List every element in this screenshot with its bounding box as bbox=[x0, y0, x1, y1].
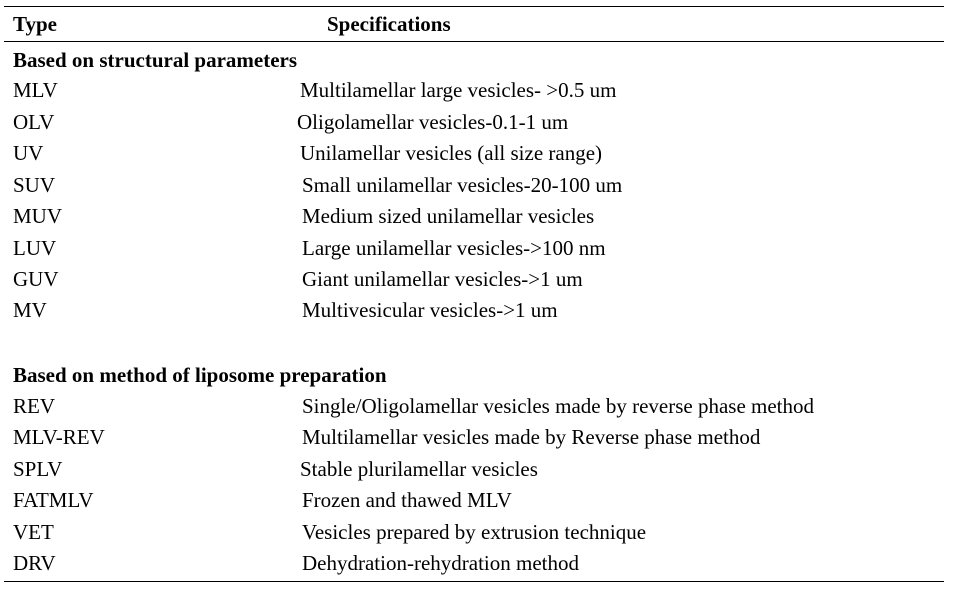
table-row-spec: Large unilamellar vesicles->100 nm bbox=[302, 236, 606, 260]
table-row-type: REV bbox=[13, 394, 55, 418]
table-row-type: SPLV bbox=[13, 457, 63, 481]
table-row-spec: Multivesicular vesicles->1 um bbox=[302, 298, 558, 322]
table-row-spec: Oligolamellar vesicles-0.1-1 um bbox=[297, 110, 569, 134]
table-row-type: MLV bbox=[13, 78, 58, 102]
table-row-type: SUV bbox=[13, 173, 56, 197]
table-row-spec: Stable plurilamellar vesicles bbox=[300, 457, 538, 481]
column-header-specifications: Specifications bbox=[327, 12, 451, 36]
table-row-type: UV bbox=[13, 141, 44, 165]
liposome-classification-table bbox=[4, 0, 946, 594]
table-row-spec: Frozen and thawed MLV bbox=[302, 488, 512, 512]
table-row-type: FATMLV bbox=[13, 488, 94, 512]
table-row-type: GUV bbox=[13, 267, 59, 291]
table-row-type: MLV-REV bbox=[13, 425, 105, 449]
table-bottom-rule bbox=[4, 581, 944, 582]
column-header-type: Type bbox=[13, 12, 57, 36]
table-row-spec: Unilamellar vesicles (all size range) bbox=[300, 141, 603, 165]
table-row-type: MV bbox=[13, 298, 47, 322]
table-row-spec: Dehydration-rehydration method bbox=[302, 551, 579, 575]
table-row-type: VET bbox=[13, 520, 54, 544]
table-row-type: LUV bbox=[13, 236, 57, 260]
table-row-type: MUV bbox=[13, 204, 63, 228]
table-row-spec: Multilamellar large vesicles- >0.5 um bbox=[300, 78, 617, 102]
table-row-spec: Giant unilamellar vesicles->1 um bbox=[302, 267, 583, 291]
table-row-type: OLV bbox=[13, 110, 55, 134]
table-row-spec: Vesicles prepared by extrusion technique bbox=[302, 520, 647, 544]
header-divider-rule bbox=[4, 41, 944, 42]
section-title-structural: Based on structural parameters bbox=[13, 48, 298, 72]
table-row-spec: Medium sized unilamellar vesicles bbox=[302, 204, 595, 228]
table-row-spec: Single/Oligolamellar vesicles made by reverse phase method bbox=[302, 394, 815, 418]
table-row-spec: Multilamellar vesicles made by Reverse phase method bbox=[302, 425, 761, 449]
table-top-rule bbox=[4, 6, 944, 7]
table-row-type: DRV bbox=[13, 551, 56, 575]
table-row-spec: Small unilamellar vesicles-20-100 um bbox=[302, 173, 623, 197]
section-title-preparation: Based on method of liposome preparation bbox=[13, 363, 387, 387]
